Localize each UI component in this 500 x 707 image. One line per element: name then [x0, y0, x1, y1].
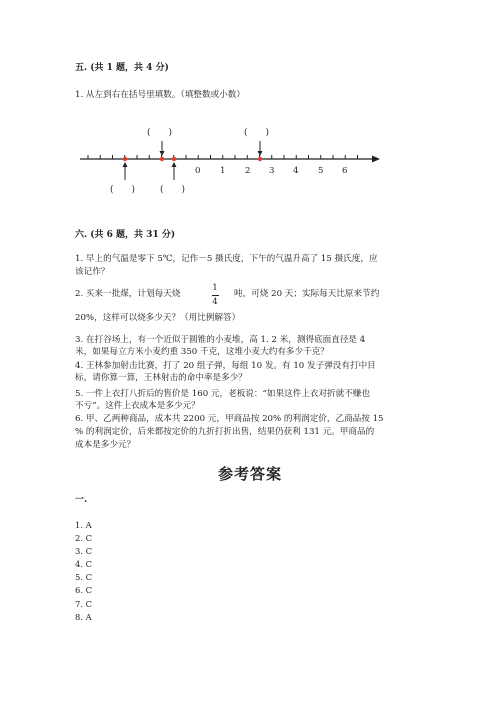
answer-bracket-bottom-2: ( ) [160, 185, 186, 195]
answer-bracket-top-2: ( ) [244, 128, 270, 138]
down-arrow-head [160, 151, 165, 156]
fraction-one-quarter [210, 283, 220, 308]
question-6-6-line-2: % 的利润定价，后来都按定价的九折打折出售，结果仍获利 131 元。甲商品的 [75, 427, 375, 437]
section-5-heading: 五. (共 1 题，共 4 分) [75, 63, 169, 73]
tick-label-0: 0 [195, 166, 201, 176]
down-arrow-head [258, 151, 263, 156]
tick-label-5: 5 [318, 166, 324, 176]
answer-item: 2. C [75, 533, 93, 544]
question-6-6-line-1: 6. 甲、乙两种商品，成本共 2200 元，甲商品按 20% 的利润定价，乙商品按 15 [75, 414, 384, 424]
question-6-1-line-2: 该记作？ [75, 267, 110, 277]
axis-arrowhead [372, 156, 380, 163]
number-line [0, 0, 500, 210]
tick-label-3: 3 [269, 166, 275, 176]
number-line-drawing [80, 141, 380, 180]
answer-item: 8. A [75, 611, 92, 622]
question-6-4-line-1: 4. 王林参加射击比赛，打了 20 组子弹，每组 10 发。有 10 发子弹没有打中目 [75, 361, 376, 371]
section-6-heading: 六. (共 6 题，共 31 分) [75, 230, 176, 240]
red-marker-dot [258, 157, 262, 161]
up-arrow-head [123, 162, 128, 167]
tick-label-1: 1 [220, 166, 226, 176]
question-6-3-line-1: 3. 在打谷场上，有一个近似于圆锥的小麦堆，高 1. 2 米，测得底面直径是 4 [75, 335, 366, 345]
answers-section-label: 一. [75, 495, 88, 505]
question-6-1-line-1: 1. 早上的气温是零下 5℃，记作－5 摄氏度，下午的气温升高了 15 摄氏度，应 [75, 254, 378, 264]
tick-label-2: 2 [245, 166, 251, 176]
question-6-2-part-2: 吨，可烧 20 天；实际每天比原来节约 [234, 289, 380, 299]
question-5-1-text: 1. 从左到右在括号里填数。（填整数或小数） [75, 90, 245, 100]
red-marker-dot [172, 157, 176, 161]
question-6-5-line-2: 不亏”。这件上衣成本是多少元？ [75, 401, 200, 411]
answer-bracket-bottom-1: ( ) [110, 185, 136, 195]
answers-list [75, 519, 92, 624]
answer-item: 4. C [75, 559, 93, 570]
answer-item: 1. A [75, 520, 92, 530]
fraction-numerator: 1 [212, 283, 218, 293]
red-marker-dot [160, 157, 164, 161]
question-6-6-line-3: 成本是多少元？ [75, 440, 136, 450]
question-6-3-line-2: 米，如果每立方米小麦约重 350 千克，这堆小麦大约有多少千克？ [75, 347, 329, 357]
answer-bracket-top-1: ( ) [147, 128, 173, 138]
question-6-2-part-1: 2. 买来一批煤，计划每天烧 [75, 289, 181, 299]
fraction-denominator: 4 [212, 297, 218, 307]
tick-label-4: 4 [293, 166, 299, 176]
answer-item: 7. C [75, 598, 93, 609]
up-arrow-head [172, 162, 177, 167]
question-6-4-line-2: 标，请你算一算，王林射击的命中率是多少？ [75, 373, 247, 383]
red-marker-dot [123, 157, 127, 161]
answer-item: 3. C [75, 546, 93, 557]
fraction-bar [212, 295, 219, 296]
answer-item: 5. C [75, 572, 93, 583]
answer-item: 6. C [75, 585, 93, 596]
tick-label-6: 6 [342, 166, 348, 176]
question-6-2-line-2: 20%，这样可以烧多少天？（用比例解答） [75, 313, 241, 323]
question-6-5-line-1: 5. 一件上衣打八折后的售价是 160 元，老板说：“如果这件上衣对折就不赚也 [75, 389, 371, 399]
answers-title: 参考答案 [217, 465, 282, 483]
